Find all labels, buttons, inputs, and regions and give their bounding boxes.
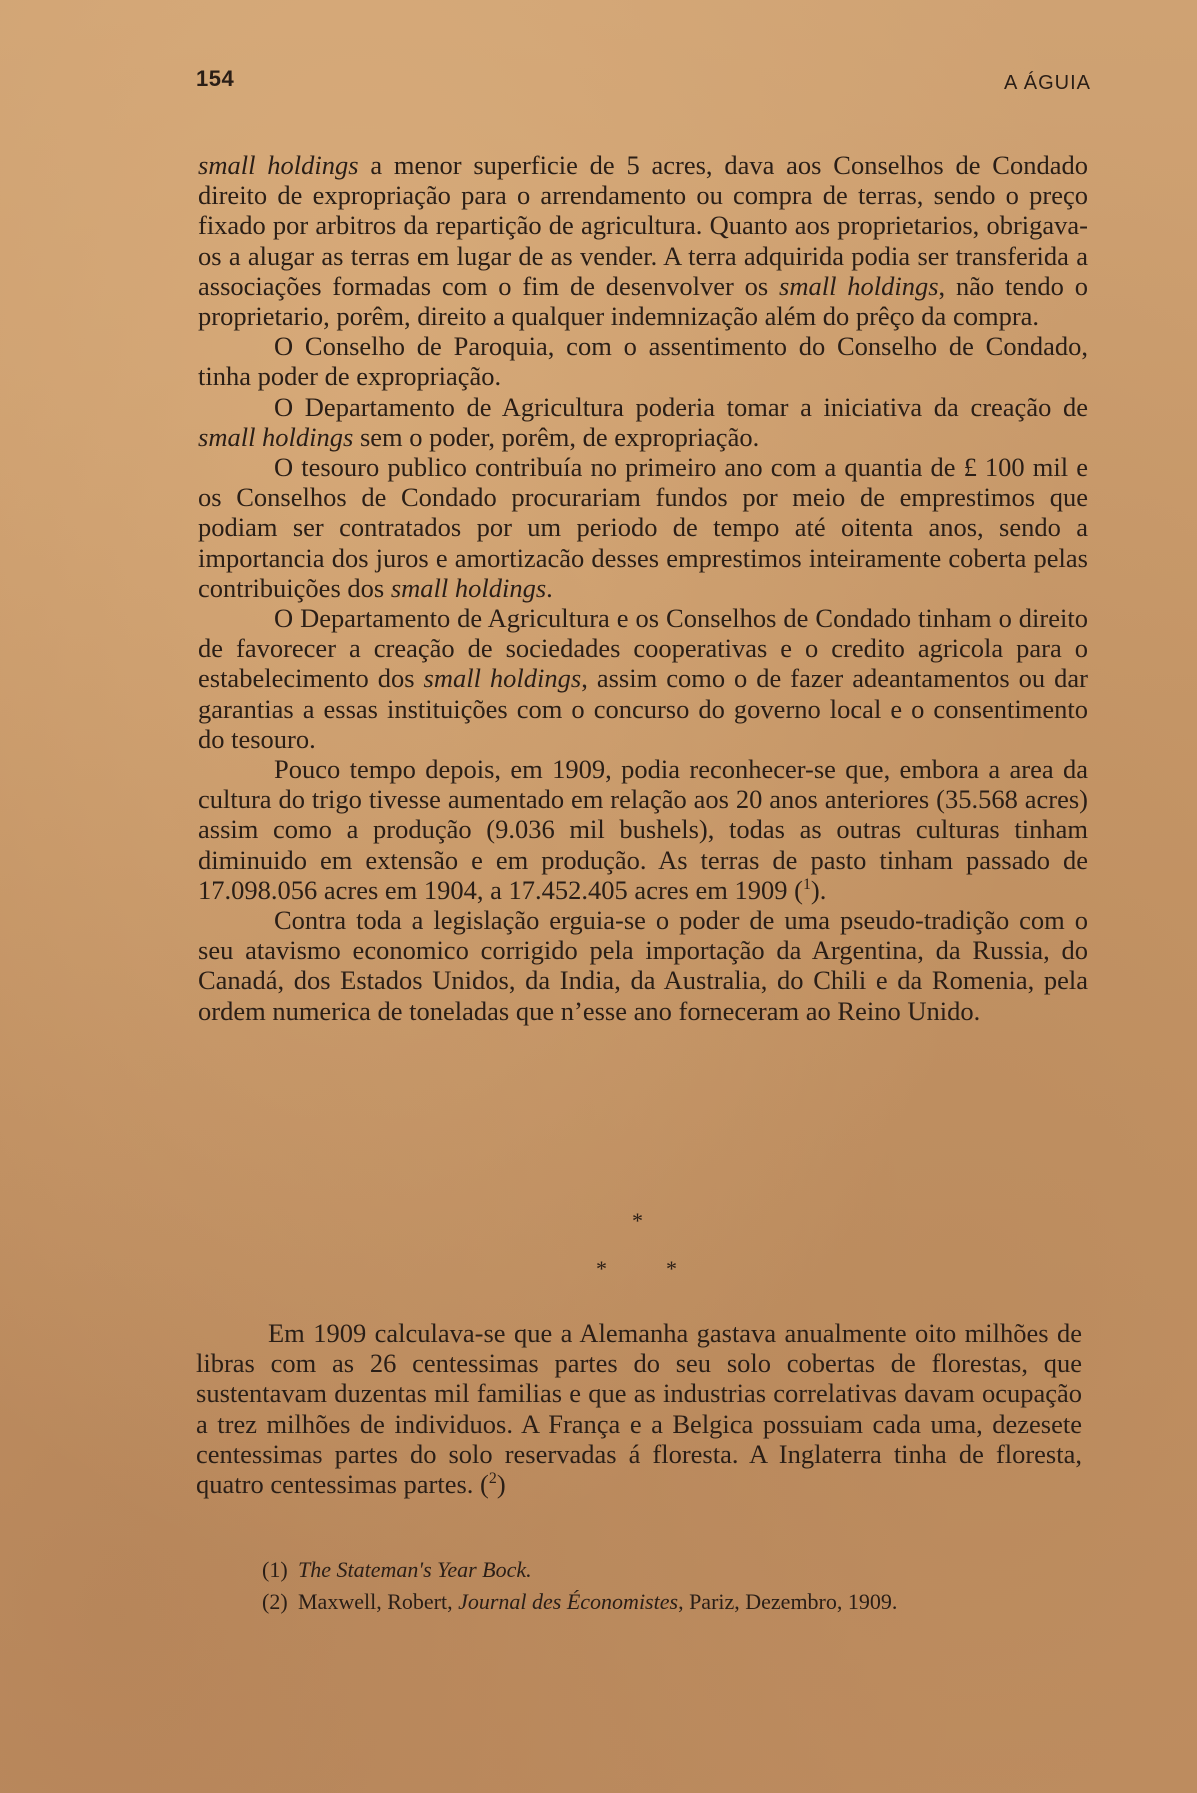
italic-term: Journal des Économistes xyxy=(458,1589,679,1614)
footnote-mark: (2) xyxy=(262,1589,288,1614)
section-separator xyxy=(560,1208,720,1298)
italic-term: small holdings xyxy=(390,572,547,603)
italic-term: small holdings xyxy=(198,421,354,452)
text-run: , assim como o de fazer adeantamentos ou dar garantias a essas instituições com o concurso do governo local e o consentimento do tesouro. xyxy=(198,663,1089,754)
paragraph xyxy=(198,754,1088,905)
italic-term: small holdings xyxy=(423,663,582,694)
footnotes xyxy=(262,1554,1082,1618)
text-run: sem o poder, porêm, de expropriação. xyxy=(353,421,760,452)
text-run: ). xyxy=(810,874,827,905)
separator-star: * xyxy=(632,1208,643,1233)
paragraph xyxy=(198,905,1088,1026)
separator-star: * xyxy=(596,1256,607,1281)
text-run: Contra toda a legislação erguia-se o poder de uma pseudo-tradição com o seu atavismo economico corrigido pela importação da Argentina, da Russia, do Canadá, dos Estados Unidos, da India, da Australia, do Chili e da Romenia, pela ordem numerica de toneladas que n’esse ano forneceram ao Reino Unido. xyxy=(198,905,1088,1026)
paragraph xyxy=(196,1318,1082,1499)
footnote xyxy=(262,1554,1082,1586)
footnote-mark: (1) xyxy=(262,1557,288,1582)
italic-term: The Stateman's Year Bock. xyxy=(298,1557,532,1582)
text-run: O tesouro publico contribuía no primeiro ano com a quantia de £ 100 mil e os Conselhos de Condado procurariam fundos por meio de emprestimos que podiam ser contratados por um periodo de tempo até oitenta anos, sendo a importancia dos juros e amortizacão desses emprestimos inteiramente coberta pelas contribuições dos xyxy=(198,452,1088,603)
paragraph xyxy=(198,150,1088,331)
text-run: Em 1909 calculava-se que a Alemanha gastava anualmente oito milhões de libras com as 26 centessimas partes do seu solo cobertas de florestas, que sustentavam duzentas mil familias e que as industrias correlativas davam ocupação a trez milhões de individuos. A França e a Belgica possuiam cada uma, dezesete centessimas partes do solo reservadas á floresta. A Inglaterra tinha de floresta, quatro centessimas partes. ( xyxy=(196,1318,1082,1500)
paragraph xyxy=(198,452,1088,603)
text-run: O Departamento de Agricultura e os Conselhos de Condado tinham o direito de favorecer a creação de sociedades cooperativas e o credito agricola para o estabelecimento dos xyxy=(198,603,1088,694)
italic-term: small holdings xyxy=(779,270,939,301)
separator-star: * xyxy=(666,1256,677,1281)
italic-term: small holdings xyxy=(198,150,359,180)
paragraph xyxy=(198,603,1088,754)
text-run: O Conselho de Paroquia, com o assentimento do Conselho de Condado, tinha poder de expropriação. xyxy=(198,331,1088,392)
paragraph xyxy=(198,331,1088,391)
text-run: ) xyxy=(496,1469,506,1500)
footnote-ref: 1 xyxy=(802,876,811,894)
text-run: Maxwell, Robert, xyxy=(298,1589,459,1614)
page-number: 154 xyxy=(196,66,235,91)
main-text-block xyxy=(198,150,1088,1026)
text-run: O Departamento de Agricultura poderia tomar a iniciativa da creação de xyxy=(274,391,1088,422)
paragraph xyxy=(198,392,1088,452)
footnote-ref: 2 xyxy=(488,1470,497,1488)
text-run: . xyxy=(546,572,553,603)
text-run: , não tendo o proprietario, porêm, direito a qualquer indemnização além do prêço da compra. xyxy=(198,270,1088,332)
footnote xyxy=(262,1586,1082,1618)
running-head: A ÁGUIA xyxy=(1003,72,1091,94)
text-run: a menor superficie de 5 acres, dava aos Conselhos de Condado direito de expropriação para o arrendamento ou compra de terras, sendo o preço fixado por arbitros da repartição de agricultura. Quanto aos proprietarios, obrigava-os a alugar as terras em lugar de as vender. A terra adquirida podia ser transferida a associações formadas com o fim de desenvolver os xyxy=(198,150,1088,301)
second-text-block xyxy=(196,1318,1082,1499)
text-run: Pouco tempo depois, em 1909, podia reconhecer-se que, embora a area da cultura do trigo tivesse aumentado em relação aos 20 anos anteriores (35.568 acres) assim como a produção (9.036 mil bushels), todas as outras culturas tinham diminuido em extensão e em produção. As terras de pasto tinham passado de 17.098.056 acres em 1904, a 17.452.405 acres em 1909 ( xyxy=(198,754,1088,905)
text-run: , Pariz, Dezembro, 1909. xyxy=(678,1589,898,1614)
page-header xyxy=(196,66,1091,98)
